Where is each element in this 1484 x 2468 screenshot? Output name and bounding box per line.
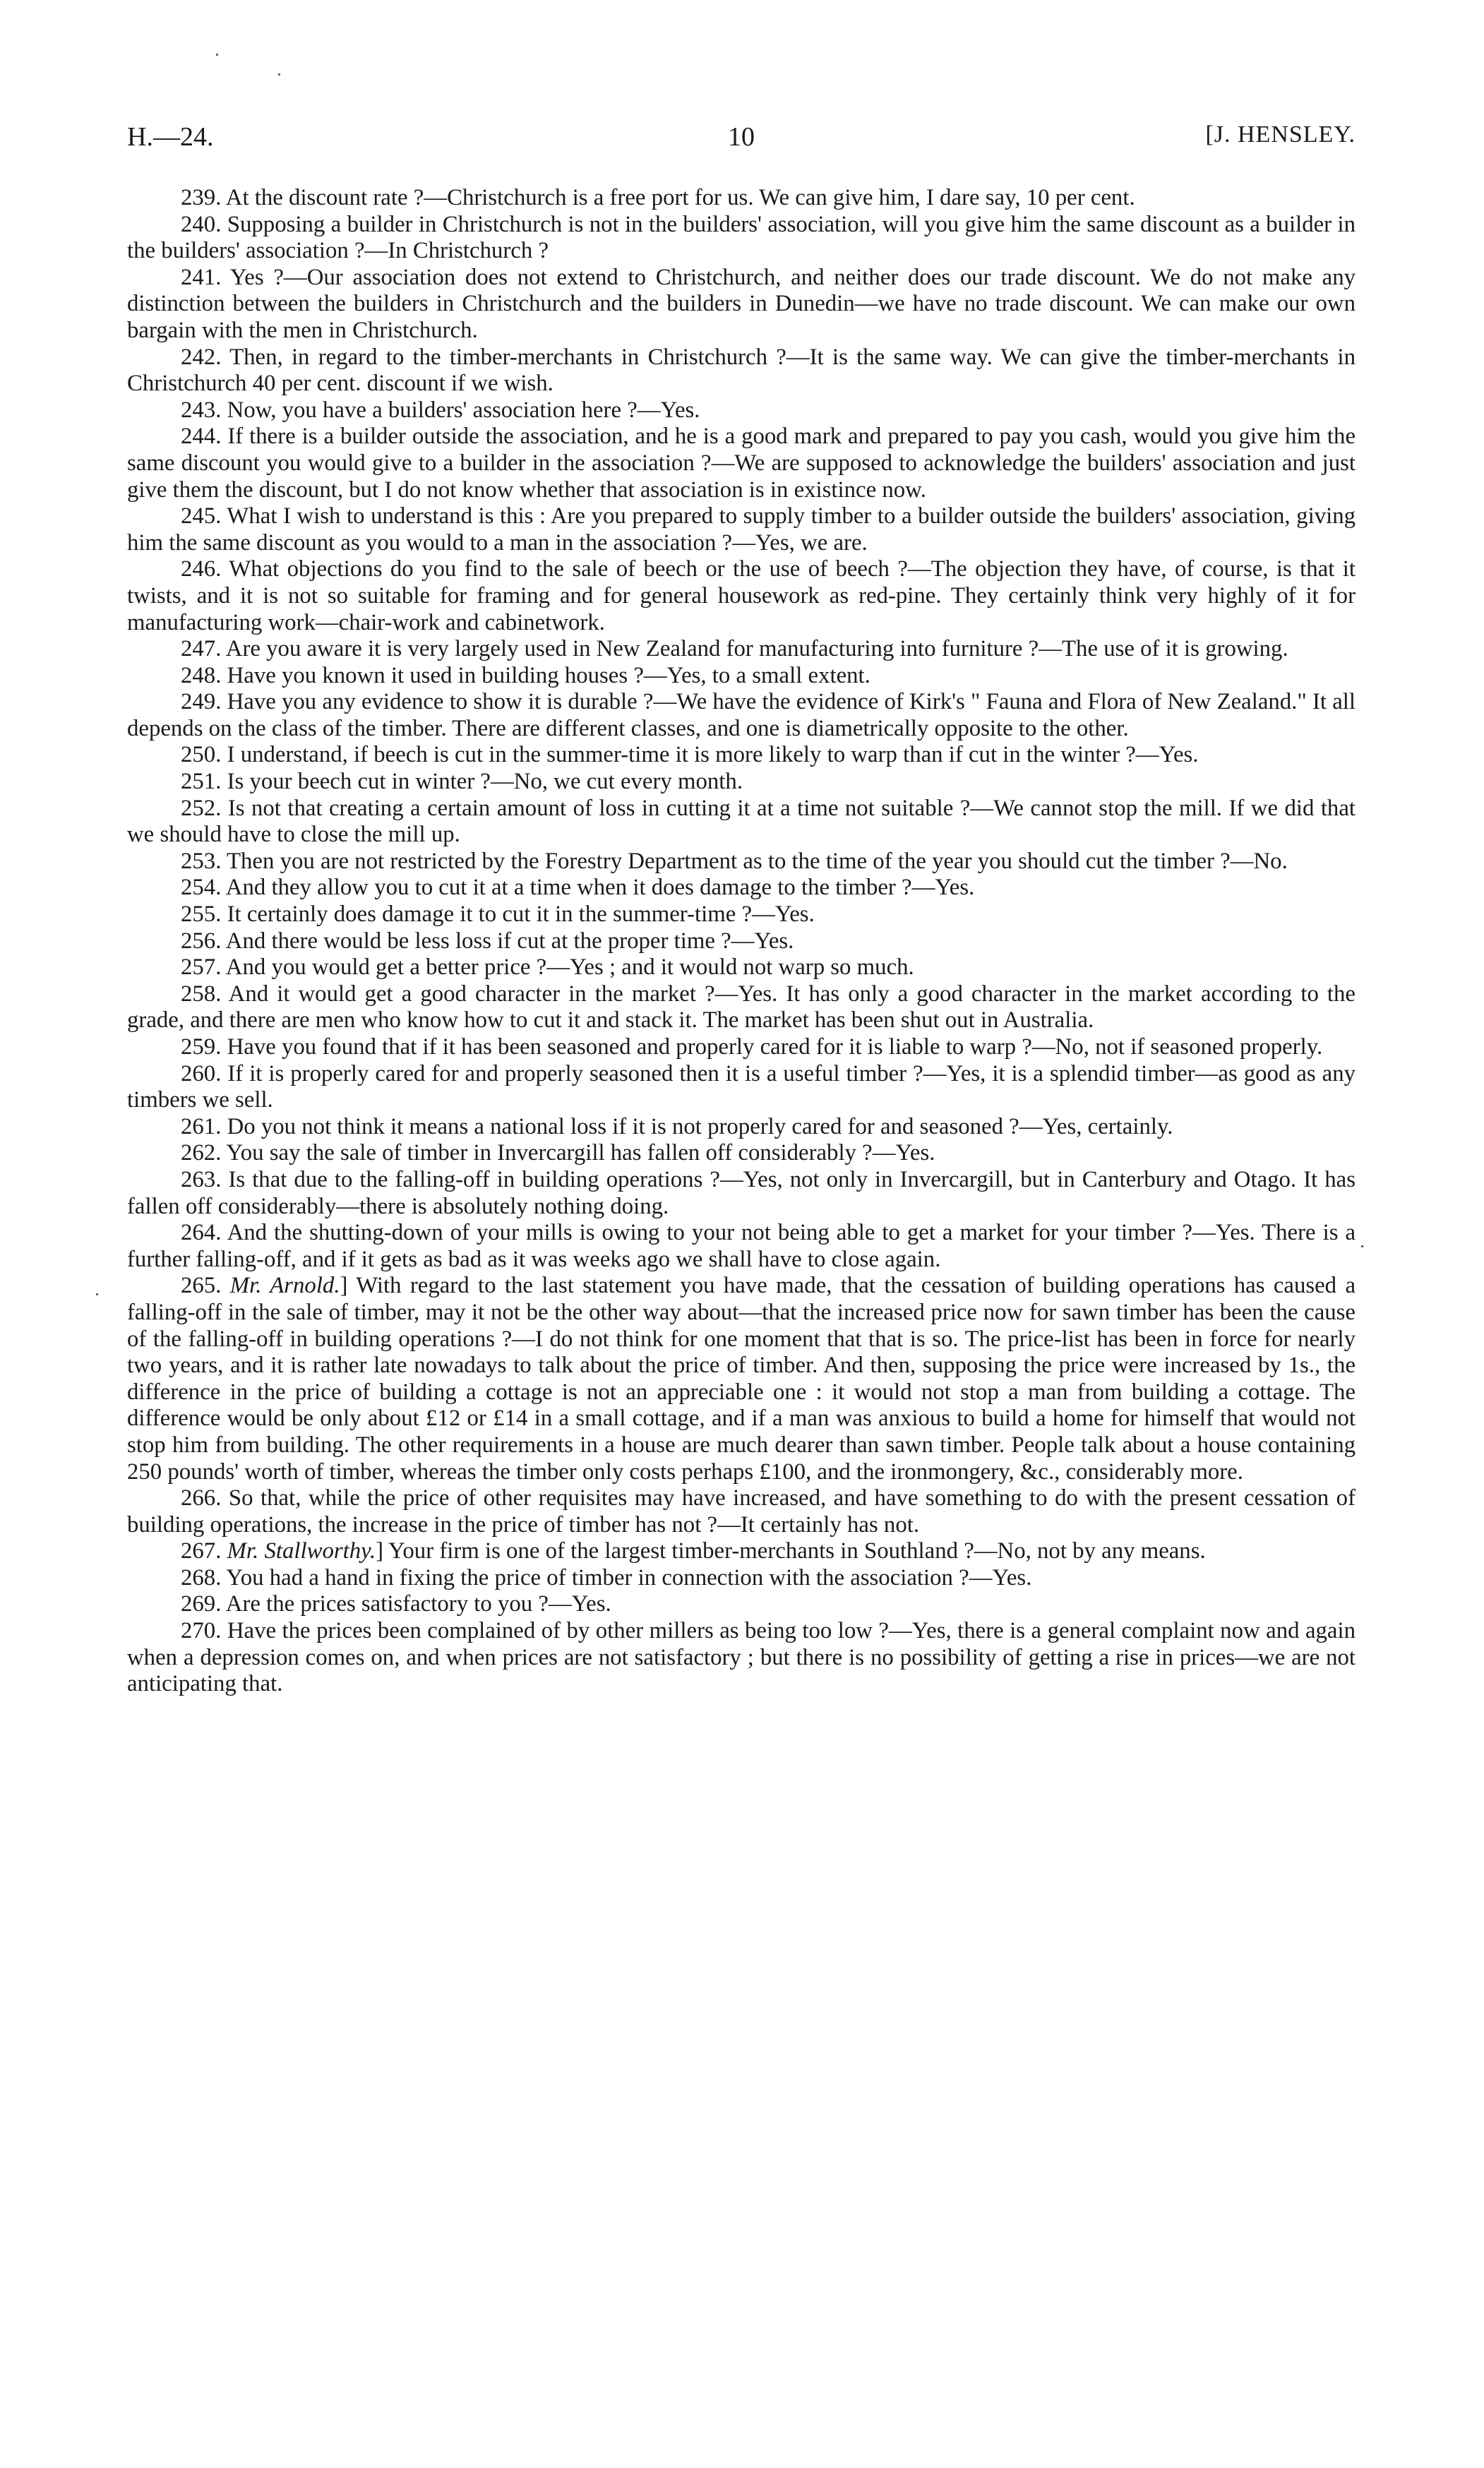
question-259: 259. Have you found that if it has been seasoned and properly cared for it is liable to warp ?—No, not if seasoned properly. [181,1034,1323,1060]
question-252: 252. Is not that creating a certain amount of loss in cutting it at a time not suitable ?—We cannot stop the mill. If we did that we should have to close the mill up. [127,795,1356,848]
question-242: 242. Then, in regard to the timber-merchants in Christchurch ?—It is the same way. We can give the timber-merchants in Christchurch 40 per cent. discount if we wish. [127,344,1356,397]
speaker-name: Mr. Arnold. [229,1273,340,1299]
question-255: 255. It certainly does damage it to cut it in the summer-time ?—Yes. [181,901,815,928]
question-248: 248. Have you known it used in building houses ?—Yes, to a small extent. [181,662,870,688]
question-270: 270. Have the prices been complained of by other millers as being too low ?—Yes, there is a general complaint now and again when a depression comes on, and when prices are not satisfactory ; but there is no possibility of getting a rise in prices—we are not anticipating that. [127,1618,1356,1697]
question-244: 244. If there is a builder outside the association, and he is a good mark and prepared to pay you cash, would you give him the same discount you would give to a builder in the association ?—We are supposed to acknowledge the builders' association and just give them the discount, but I do not know whether that association is in existince now. [127,424,1356,503]
question-268: 268. You had a hand in fixing the price of timber in connection with the association ?—Yes. [181,1564,1032,1591]
question-246: 246. What objections do you find to the sale of beech or the use of beech ?—The objection they have, of course, is that it twists, and it is not so suitable for framing and for general housework as red-pine. They certainly think very highly of it for manufacturing work—chair-work and cabinetwork. [127,556,1356,635]
question-number: 265. [181,1273,222,1299]
speaker-name: Mr. Stallworthy. [227,1538,376,1564]
question-260: 260. If it is properly cared for and properly seasoned then it is a useful timber ?—Yes, it is a splendid timber—as good as any timbers we sell. [127,1060,1356,1113]
scan-speck [1361,1245,1363,1247]
testimony-body [127,185,1356,1698]
question-247: 247. Are you aware it is very largely used in New Zealand for manufacturing into furniture ?—The use of it is growing. [181,636,1288,662]
question-251: 251. Is your beech cut in winter ?—No, we cut every month. [181,769,743,795]
question-264: 264. And the shutting-down of your mills is owing to your not being able to get a market for your timber ?—Yes. There is a further falling-off, and if it gets as bad as it was weeks ago we shall have to close again. [127,1220,1356,1272]
question-249: 249. Have you any evidence to show it is durable ?—We have the evidence of Kirk's " Fauna and Flora of New Zealand." It all depends on the class of the timber. There are different classes, and one is diametrically opposite to the other. [127,689,1356,741]
question-number: 267. [181,1538,222,1564]
question-258: 258. And it would get a good character in the market ?—Yes. It has only a good character in the market according to the grade, and there are men who know how to cut it and stack it. The market has been shut out in Australia. [127,981,1356,1034]
question-239: 239. At the discount rate ?—Christchurch is a free port for us. We can give him, I dare say, 10 per cent. [181,185,1135,210]
scan-speck [278,73,280,76]
question-254: 254. And they allow you to cut it at a time when it does damage to the timber ?—Yes. [181,875,975,901]
question-262: 262. You say the sale of timber in Invercargill has fallen off considerably ?—Yes. [181,1140,935,1166]
question-243: 243. Now, you have a builders' association here ?—Yes. [181,397,700,423]
question-266: 266. So that, while the price of other requisites may have increased, and have something to do with the present cessation of building operations, the increase in the price of timber has not ?—It certainly has not. [127,1485,1356,1538]
report-code: H.—24. [127,122,214,152]
question-263: 263. Is that due to the falling-off in building operations ?—Yes, not only in Invercargill, but in Canterbury and Otago. It has fallen off considerably—there is absolutely nothing doing. [127,1166,1356,1219]
question-261: 261. Do you not think it means a national loss if it is not properly cared for and seasoned ?—Yes, certainly. [181,1113,1173,1139]
question-240: 240. Supposing a builder in Christchurch is not in the builders' association, will you give him the same discount as a builder in the builders' association ?—In Christchurch ? [127,211,1356,264]
page-number: 10 [728,122,755,152]
question-text: ] Your firm is one of the largest timber-merchants in Southland ?—No, not by any means. [376,1538,1206,1564]
question-245: 245. What I wish to understand is this : Are you prepared to supply timber to a builder outside the builders' association, giving him the same discount as you would to a man in the association ?—Yes, we are. [127,503,1356,556]
page-header [127,121,1356,164]
question-250: 250. I understand, if beech is cut in the summer-time it is more likely to warp than if cut in the winter ?—Yes. [181,742,1199,768]
question-text: ] With regard to the last statement you have made, that the cessation of building operations has caused a falling-off in the sale of timber, may it not be the other way about—that the increased price now for sawn timber has been the cause of the falling-off in building operations ?—I do not think for one moment that that is so. The price-list has been in force for nearly two years, and it is rather late nowadays to talk about the price of timber. And then, supposing the price were increased by 1s., the difference in the price of building a cottage is not an appreciable one : it would not stop a man from building a cottage. The difference would be only about £12 or £14 in a small cottage, and if a man was anxious to build a home for himself that would not stop him from building. The other requirements in a house are much dearer than sawn timber. People talk about a house containing 250 pounds' worth of timber, whereas the timber only costs perhaps £100, and the ironmongery, &c., considerably more. [127,1273,1356,1485]
question-267 [127,1538,1356,1565]
witness-name: [J. HENSLEY. [1205,121,1356,148]
scan-speck [216,54,218,56]
question-257: 257. And you would get a better price ?—Yes ; and it would not warp so much. [181,954,914,981]
question-253: 253. Then you are not restricted by the Forestry Department as to the time of the year you should cut the timber ?—No. [181,848,1288,874]
scan-speck [96,1293,98,1295]
question-256: 256. And there would be less loss if cut at the proper time ?—Yes. [181,928,794,954]
question-241: 241. Yes ?—Our association does not extend to Christchurch, and neither does our trade discount. We do not make any distinction between the builders in Christchurch and the builders in Dunedin—we have no trade discount. We can make our own bargain with the men in Christchurch. [127,264,1356,343]
question-269: 269. Are the prices satisfactory to you ?—Yes. [181,1591,611,1617]
question-265 [127,1273,1356,1485]
